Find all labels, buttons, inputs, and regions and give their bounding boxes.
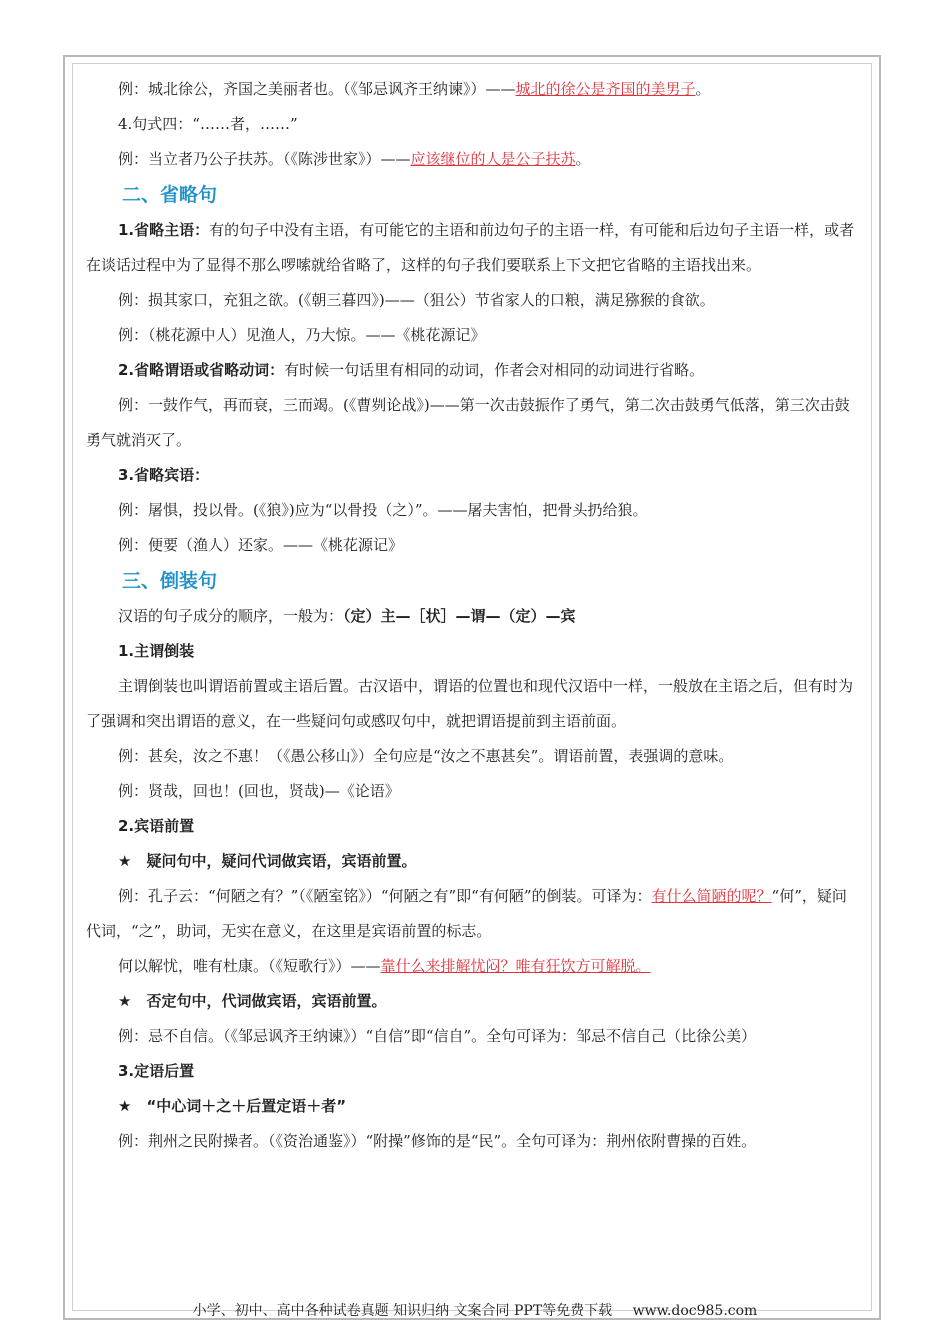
word-order-formula: （定）主—［状］—谓—（定）—宾 — [343, 607, 576, 625]
subject-predicate-inversion-paragraph: 主谓倒装也叫谓语前置或主语后置。古汉语中，谓语的位置也和现代汉语中一样，一般放在主语之后，但有时为了强调和突出谓语的意义，在一些疑问句或感叹句中，就把谓语提前到主语前面。 — [86, 677, 854, 730]
example-line: 例：甚矣，汝之不惠！（《愚公移山》）全句应是“汝之不惠甚矣”。谓语前置，表强调的意味。 — [118, 747, 734, 765]
omit-predicate-paragraph: 2.省略谓语或省略动词：有时候一句话里有相同的动词，作者会对相同的动词进行省略。 — [118, 361, 705, 379]
subheading: 1.主谓倒装 — [118, 642, 195, 660]
pattern-line: 4.句式四：“……者，……” — [118, 115, 298, 133]
inversion-intro: 汉语的句子成分的顺序，一般为：（定）主—［状］—谓—（定）—宾 — [118, 607, 576, 625]
example-line: 例：便要（渔人）还家。——《桃花源记》 — [118, 536, 404, 554]
example-line: 例：一鼓作气，再而衰，三而竭。(《曹刿论战》)——第一次击鼓振作了勇气，第二次击鼓勇气低落，第三次击鼓勇气就消灭了。 — [86, 396, 850, 449]
highlight-translation: 靠什么来排解忧闷？唯有狂饮方可解脱。 — [380, 957, 651, 975]
example-line: 例：城北徐公，齐国之美丽者也。（《邹忌讽齐王纳谏》）——城北的徐公是齐国的美男子。 — [118, 80, 711, 98]
rule-line: ★ “中心词＋之＋后置定语＋者” — [118, 1097, 347, 1115]
highlight-translation: 应该继位的人是公子扶苏 — [410, 150, 576, 168]
rule-line: ★ 否定句中，代词做宾语，宾语前置。 — [118, 992, 387, 1010]
example-line: 例：损其家口，充狙之欲。(《朝三暮四》)——（狙公）节省家人的口粮，满足猕猴的食欲。 — [118, 291, 715, 309]
example-line: 例：忌不自信。（《邹忌讽齐王纳谏》）“自信”即“信自”。全句可译为：邹忌不信自己（比徐公美） — [118, 1027, 757, 1045]
example-line: 何以解忧，唯有杜康。（《短歌行》）——靠什么来排解忧闷？唯有狂饮方可解脱。 — [118, 957, 651, 975]
omit-subject-paragraph: 1.省略主语：有的句子中没有主语，有可能它的主语和前边句子的主语一样，有可能和后边句子主语一样，或者在谈话过程中为了显得不那么啰嗦就给省略了，这样的句子我们要联系上下文把它省略的主语找出来。 — [86, 221, 855, 274]
section-heading-omission: 二、省略句 — [122, 184, 218, 206]
footer-text: 小学、初中、高中各种试卷真题 知识归纳 文案合同 PPT等免费下载 — [192, 1303, 613, 1319]
subheading: 3.定语后置 — [118, 1062, 195, 1080]
example-line: 例：（桃花源中人）见渔人，乃大惊。——《桃花源记》 — [118, 326, 486, 344]
example-line: 例：贤哉，回也！(回也，贤哉)—《论语》 — [118, 782, 400, 800]
example-line: 例：屠惧，投以骨。(《狼》)应为“以骨投（之）”。——屠夫害怕，把骨头扔给狼。 — [118, 501, 648, 519]
document-body — [86, 72, 858, 1159]
highlight-translation: 有什么简陋的呢？ — [651, 887, 772, 905]
example-line: 例：孔子云：“何陋之有？”（《陋室铭》）“何陋之有”即“有何陋”的倒装。可译为：有什么简陋的呢？“何”，疑问代词，“之”，助词，无实在意义，在这里是宾语前置的标志。 — [86, 887, 847, 940]
section-heading-inversion: 三、倒装句 — [122, 570, 218, 592]
rule-line: ★ 疑问句中，疑问代词做宾语，宾语前置。 — [118, 852, 417, 870]
subheading: 1.省略主语： — [118, 221, 210, 239]
example-line: 例：当立者乃公子扶苏。（《陈涉世家》）——应该继位的人是公子扶苏。 — [118, 150, 591, 168]
subheading: 3.省略宾语： — [118, 466, 210, 484]
highlight-translation: 城北的徐公是齐国的美男子 — [515, 80, 696, 98]
page-footer — [0, 1300, 950, 1320]
subheading: 2.省略谓语或省略动词： — [118, 361, 285, 379]
example-line: 例：荆州之民附操者。（《资治通鉴》）“附操”修饰的是“民”。全句可译为：荆州依附曹操的百姓。 — [118, 1132, 757, 1150]
footer-url: www.doc985.com — [632, 1303, 758, 1319]
subheading: 2.宾语前置 — [118, 817, 195, 835]
